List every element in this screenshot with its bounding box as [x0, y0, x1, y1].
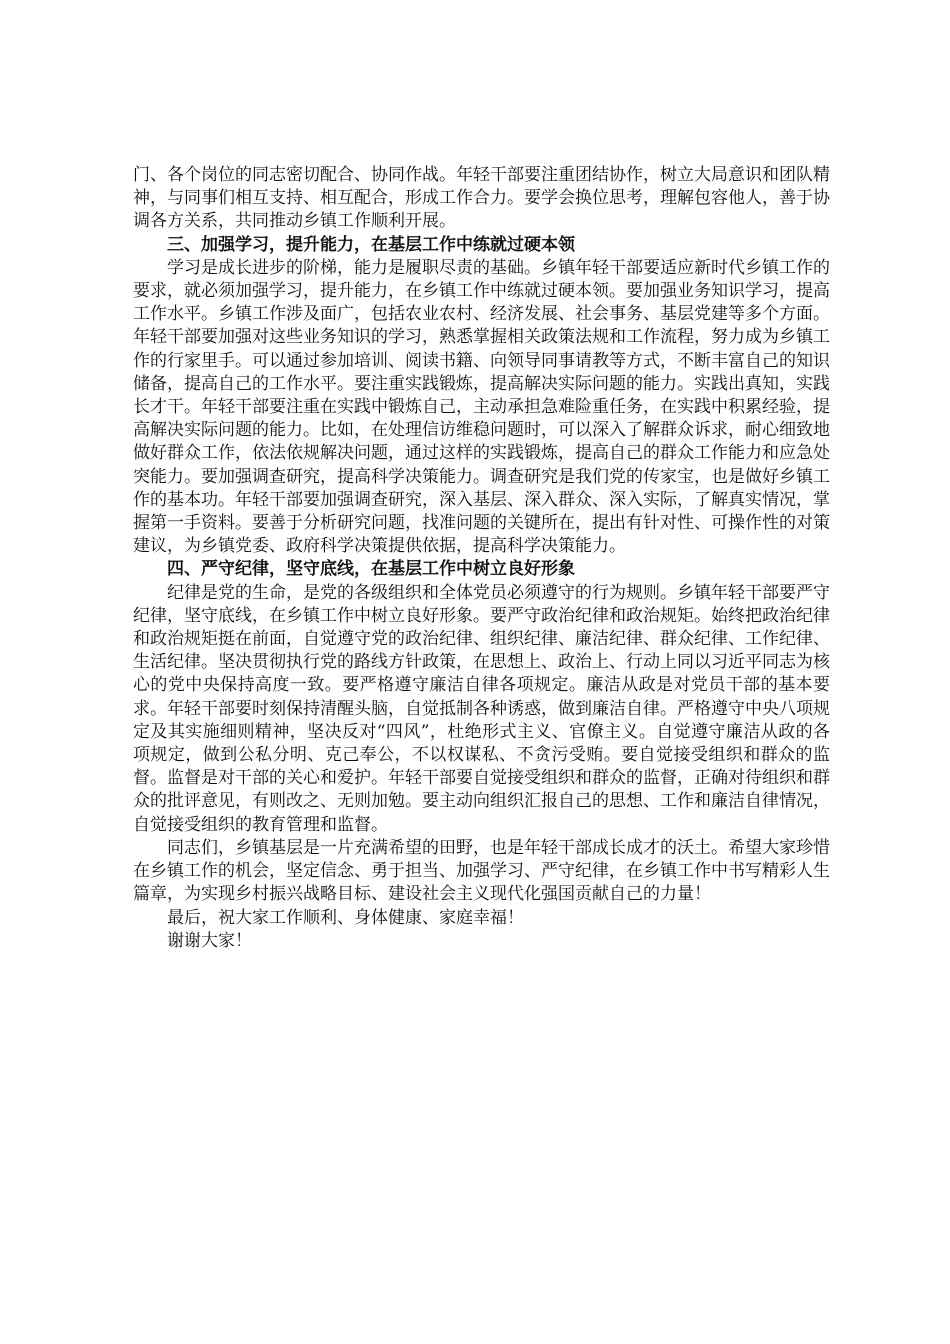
paragraph-discipline: 纪律是党的生命，是党的各级组织和全体党员必须遵守的行为规则。乡镇年轻干部要严守纪律，坚守底线，在乡镇工作中树立良好形象。要严守政治纪律和政治规矩。始终把政治纪律和政治规矩挺在前面，自觉遵守党的政治纪律、组织纪律、廉洁纪律、群众纪律、工作纪律、生活纪律。坚决贯彻执行党的路线方针政策，在思想上、政治上、行动上同以习近平同志为核心的党中央保持高度一致。要严格遵守廉洁自律各项规定。廉洁从政是对党员干部的基本要求。年轻干部要时刻保持清醒头脑，自觉抵制各种诱惑，做到廉洁自律。严格遵守中央八项规定及其实施细则精神，坚决反对“四风”，杜绝形式主义、官僚主义。自觉遵守廉洁从政的各项规定，做到公私分明、克己奉公，不以权谋私、不贪污受贿。要自觉接受组织和群众的监督。监督是对干部的关心和爱护。年轻干部要自觉接受组织和群众的监督，正确对待组织和群众的批评意见，有则改之、无则加勉。要主动向组织汇报自己的思想、工作和廉洁自律情况，自觉接受组织的教育管理和监督。	[133, 582, 830, 835]
paragraph-thanks: 谢谢大家！	[167, 930, 252, 951]
paragraph-continued: 门、各个岗位的同志密切配合、协同作战。年轻干部要注重团结协作，树立大局意识和团队精神，与同事们相互支持、相互配合，形成工作合力。要学会换位思考，理解包容他人，善于协调各方关系，共同推动乡镇工作顺利开展。	[133, 165, 830, 232]
document-page	[133, 164, 830, 953]
paragraph-learning: 学习是成长进步的阶梯，能力是履职尽责的基础。乡镇年轻干部要适应新时代乡镇工作的要求，就必须加强学习，提升能力，在乡镇工作中练就过硬本领。要加强业务知识学习，提高工作水平。乡镇工作涉及面广，包括农业农村、经济发展、社会事务、基层党建等多个方面。年轻干部要加强对这些业务知识的学习，熟悉掌握相关政策法规和工作流程，努力成为乡镇工作的行家里手。可以通过参加培训、阅读书籍、向领导同事请教等方式，不断丰富自己的知识储备，提高自己的工作水平。要注重实践锻炼，提高解决实际问题的能力。实践出真知，实践长才干。年轻干部要注重在实践中锻炼自己，主动承担急难险重任务，在实践中积累经验，提高解决实际问题的能力。比如，在处理信访维稳问题时，可以深入了解群众诉求，耐心细致地做好群众工作，依法依规解决问题，通过这样的实践锻炼，提高自己的群众工作能力和应急处突能力。要加强调查研究，提高科学决策能力。调查研究是我们党的传家宝，也是做好乡镇工作的基本功。年轻干部要加强调查研究，深入基层、深入群众、深入实际，了解真实情况，掌握第一手资料。要善于分析研究问题，找准问题的关键所在，提出有针对性、可操作性的对策建议，为乡镇党委、政府科学决策提供依据，提高科学决策能力。	[133, 257, 830, 557]
section-heading-3: 三、加强学习，提升能力，在基层工作中练就过硬本领	[167, 234, 575, 255]
paragraph-closing: 同志们，乡镇基层是一片充满希望的田野，也是年轻干部成长成才的沃土。希望大家珍惜在乡镇工作的机会，坚定信念、勇于担当、加强学习、严守纪律，在乡镇工作中书写精彩人生篇章，为实现乡村振兴战略目标、建设社会主义现代化强国贡献自己的力量！	[133, 837, 830, 905]
section-heading-4: 四、严守纪律，坚守底线，在基层工作中树立良好形象	[167, 559, 575, 580]
paragraph-wishes: 最后，祝大家工作顺利、身体健康、家庭幸福！	[167, 907, 524, 928]
